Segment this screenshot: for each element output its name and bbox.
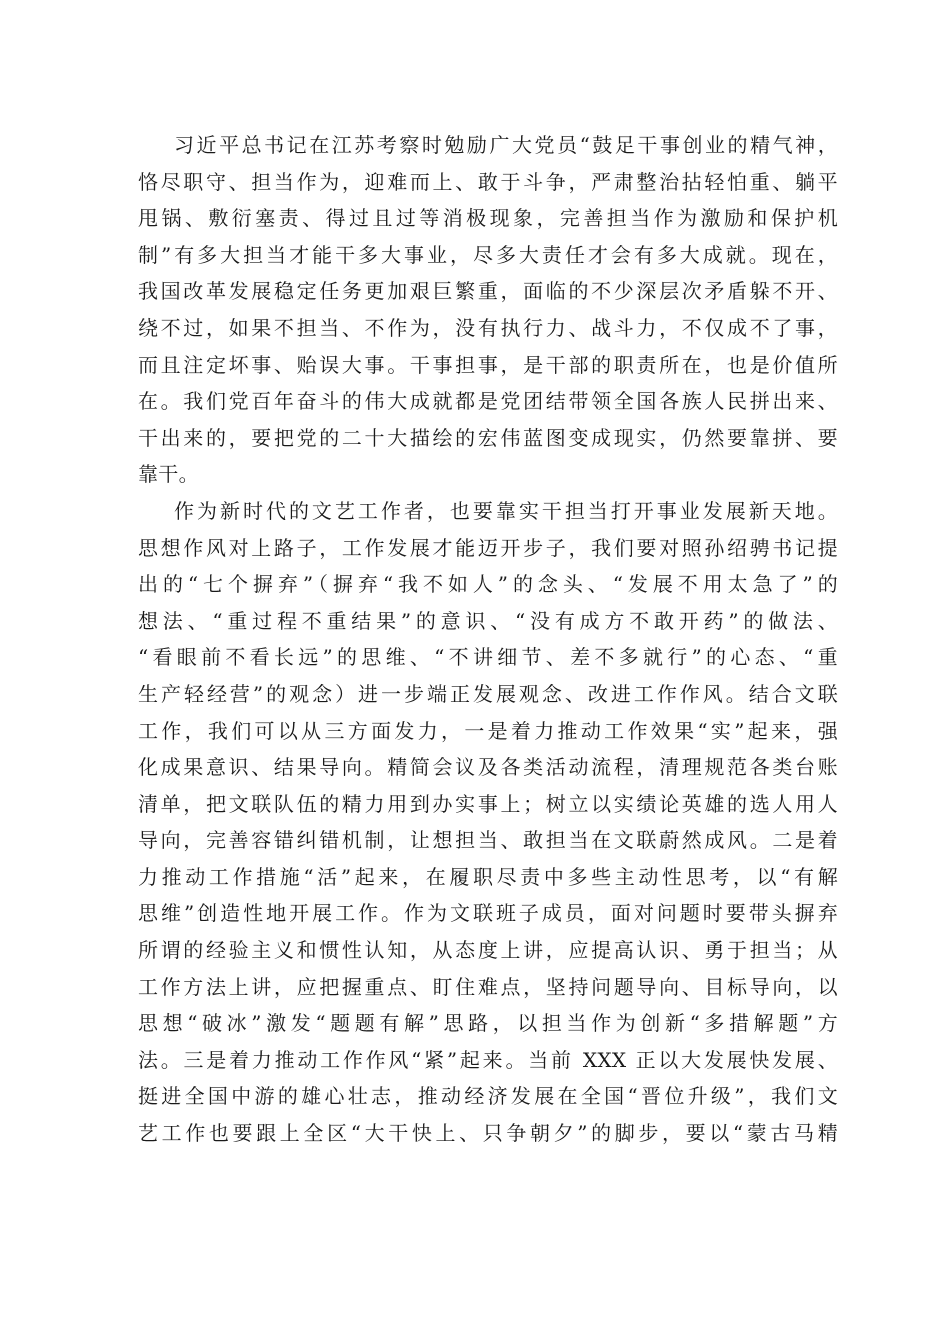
text-line: 思想作风对上路子，工作发展才能迈开步子，我们要对照孙绍骋书记提: [138, 535, 838, 560]
text-line: 思维”创造性地开展工作。作为文联班子成员，面对问题时要带头摒弃: [138, 901, 838, 926]
text-line: 习近平总书记在江苏考察时勉励广大党员“鼓足干事创业的精气神，: [174, 133, 838, 157]
text-line: 我国改革发展稳定任务更加艰巨繁重，面临的不少深层次矛盾躲不开、: [138, 279, 838, 304]
text-line: 法。三是着力推动工作作风“紧”起来。当前 XXX 正以大发展快发展、: [138, 1047, 838, 1072]
paragraph-2: [138, 493, 838, 1152]
text-line: 绕不过，如果不担当、不作为，没有执行力、战斗力，不仅成不了事，: [138, 315, 838, 340]
document-body: [138, 127, 838, 1152]
text-line: 作为新时代的文艺工作者，也要靠实干担当打开事业发展新天地。: [174, 498, 838, 523]
text-line: 在。我们党百年奋斗的伟大成就都是党团结带领全国各族人民拼出来、: [138, 389, 838, 414]
text-line: 导向，完善容错纠错机制，让想担当、敢担当在文联蔚然成风。二是着: [138, 828, 838, 853]
text-line: “看眼前不看长远”的思维、“不讲细节、差不多就行”的心态、“重: [138, 645, 838, 670]
text-line: 而且注定坏事、贻误大事。干事担事，是干部的职责所在，也是价值所: [138, 352, 838, 377]
text-line: 干出来的，要把党的二十大描绘的宏伟蓝图变成现实，仍然要靠拼、要: [138, 425, 838, 450]
text-line: 力推动工作措施“活”起来，在履职尽责中多些主动性思考，以“有解: [138, 864, 838, 889]
text-line: 想法、“重过程不重结果”的意识、“没有成方不敢开药”的做法、: [138, 608, 838, 633]
paragraph-1: [138, 127, 838, 493]
text-line: 所谓的经验主义和惯性认知，从态度上讲，应提高认识、勇于担当；从: [138, 938, 838, 963]
text-line: 工作方法上讲，应把握重点、盯住难点，坚持问题导向、目标导向，以: [138, 974, 838, 999]
text-line: 化成果意识、结果导向。精简会议及各类活动流程，清理规范各类台账: [138, 755, 838, 780]
text-line: 恪尽职守、担当作为，迎难而上、敢于斗争，严肃整治拈轻怕重、躺平: [138, 169, 838, 194]
text-line: 思想“破冰”激发“题题有解”思路，以担当作为创新“多措解题”方: [138, 1011, 838, 1036]
text-line: 工作，我们可以从三方面发力，一是着力推动工作效果“实”起来，强: [138, 718, 838, 743]
text-line: 挺进全国中游的雄心壮志，推动经济发展在全国“晋位升级”，我们文: [138, 1084, 838, 1109]
text-line: 清单，把文联队伍的精力用到办实事上；树立以实绩论英雄的选人用人: [138, 791, 838, 816]
text-line: 生产轻经营”的观念）进一步端正发展观念、改进工作作风。结合文联: [138, 681, 838, 706]
text-line: 甩锅、敷衍塞责、得过且过等消极现象，完善担当作为激励和保护机: [138, 206, 838, 231]
text-line: 艺工作也要跟上全区“大干快上、只争朝夕”的脚步，要以“蒙古马精: [138, 1121, 838, 1146]
text-line: 出的“七个摒弃”（摒弃“我不如人”的念头、“发展不用太急了”的: [138, 572, 838, 597]
text-line: 制”有多大担当才能干多大事业，尽多大责任才会有多大成就。现在，: [138, 242, 838, 267]
text-line: 靠干。: [138, 462, 199, 487]
